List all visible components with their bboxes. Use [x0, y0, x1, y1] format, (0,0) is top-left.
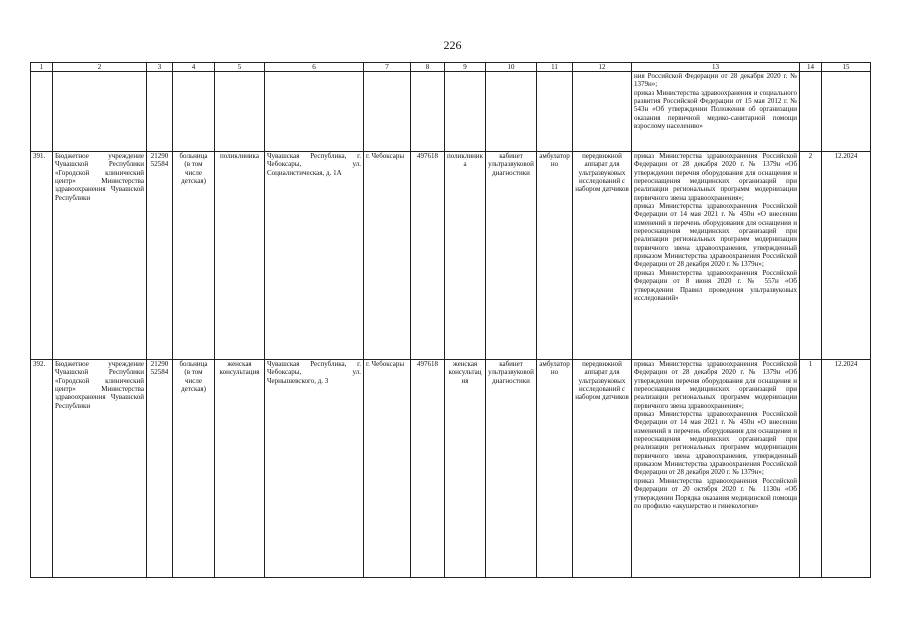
city-cell: г. Чебоксары: [364, 360, 411, 578]
address-cell: Чувашская Республика, г. Чебоксары, ул. Чернышевского, д. 3: [265, 360, 364, 578]
table-row: [31, 152, 871, 360]
column-header: 4: [173, 63, 215, 72]
oktmo-cell: 497618: [411, 360, 445, 578]
row-number: 392.: [31, 360, 53, 578]
column-header: 7: [364, 63, 411, 72]
quantity-cell: 2: [800, 152, 822, 360]
oktmo-cell: 497618: [411, 152, 445, 360]
unit-cell: поликлиника: [445, 152, 486, 360]
column-header: 3: [147, 63, 173, 72]
column-header: 13: [632, 63, 800, 72]
code-cell: 21290 52584: [147, 360, 173, 578]
column-number-row: [31, 63, 871, 72]
organization-cell: Бюджетное учреждение Чувашской Республики «Городской клинический центр» Министерства здравоохранения Чувашской Республики: [53, 360, 147, 578]
legal-basis-cell: приказ Министерства здравоохранения Российской Федерации от 28 декабря 2020 г. № 1379н «Об утверждении перечня оборудования для оснащения и переоснащения медицинских организаций при реализации региональных программ модернизации первичного звена здравоохранения»; приказ Министерства здравоохранения Российской Федерации от 14 мая 2021 г. № 450н «О внесении изменений в перечень оборудования для оснащения и переоснащения медицинских организаций при реализации региональных программ модернизации первичного звена здравоохранения, утвержденный приказом Министерства здравоохранения Российской Федерации от 28 декабря 2020 г. № 1379н»; приказ Министерства здравоохранения Российской Федерации от 8 июня 2020 г. № 557н «Об утверждении Правил проведения ультразвуковых исследований»: [632, 152, 800, 360]
code-cell: 21290 52584: [147, 152, 173, 360]
table-row: [31, 360, 871, 578]
column-header: 6: [265, 63, 364, 72]
column-header: 9: [445, 63, 486, 72]
department-cell: поликлиника: [215, 152, 265, 360]
row-number: 391.: [31, 152, 53, 360]
quantity-cell: 1: [800, 360, 822, 578]
room-cell: кабинет ультразвуковой диагностики: [486, 152, 537, 360]
column-header: 15: [822, 63, 871, 72]
column-header: 5: [215, 63, 265, 72]
column-header: 11: [537, 63, 573, 72]
care-form-cell: амбулаторно: [537, 360, 573, 578]
column-header: 12: [573, 63, 632, 72]
date-cell: 12.2024: [822, 152, 871, 360]
column-header: 14: [800, 63, 822, 72]
legal-basis-cell: приказ Министерства здравоохранения Российской Федерации от 28 декабря 2020 г. № 1379н «Об утверждении перечня оборудования для оснащения и переоснащения медицинских организаций при реализации региональных программ модернизации первичного звена здравоохранения»; приказ Министерства здравоохранения Российской Федерации от 14 мая 2021 г. № 450н «О внесении изменений в перечень оборудования для оснащения и переоснащения медицинских организаций при реализации региональных программ модернизации первичного звена здравоохранения, утвержденный приказом Министерства здравоохранения Российской Федерации от 28 декабря 2020 г. № 1379н»; приказ Министерства здравоохранения Российской Федерации от 20 октября 2020 г. № 1130н «Об утверждении Порядка оказания медицинской помощи по профилю «акушерство и гинекология»: [632, 360, 800, 578]
city-cell: г. Чебоксары: [364, 152, 411, 360]
equipment-cell: передвижной аппарат для ультразвуковых исследований с набором датчиков: [573, 360, 632, 578]
facility-type-cell: больница (в том числе детская): [173, 360, 215, 578]
address-cell: Чувашская Республика, г. Чебоксары, ул. Социалистическая, д. 1А: [265, 152, 364, 360]
legal-basis-cell: ния Российской Федерации от 28 декабря 2020 г. № 1379н»; приказ Министерства здравоохранения и социального развития Российской Федерации от 15 мая 2012 г. № 543н «Об утверждении Положения об организации оказания первичной медико-санитарной помощи взрослому населению»: [632, 72, 800, 152]
care-form-cell: амбулаторно: [537, 152, 573, 360]
column-header: 8: [411, 63, 445, 72]
equipment-cell: передвижной аппарат для ультразвуковых исследований с набором датчиков: [573, 152, 632, 360]
column-header: 10: [486, 63, 537, 72]
page-number: 226: [443, 38, 462, 52]
table-row-continuation: [31, 72, 871, 152]
column-header: 1: [31, 63, 53, 72]
date-cell: 12.2024: [822, 360, 871, 578]
registry-table: [30, 62, 871, 578]
room-cell: кабинет ультразвуковой диагностики: [486, 360, 537, 578]
organization-cell: Бюджетное учреждение Чувашской Республики «Городской клинический центр» Министерства здравоохранения Чувашской Республики: [53, 152, 147, 360]
facility-type-cell: больница (в том числе детская): [173, 152, 215, 360]
department-cell: женская консультация: [215, 360, 265, 578]
column-header: 2: [53, 63, 147, 72]
unit-cell: женская консультация: [445, 360, 486, 578]
